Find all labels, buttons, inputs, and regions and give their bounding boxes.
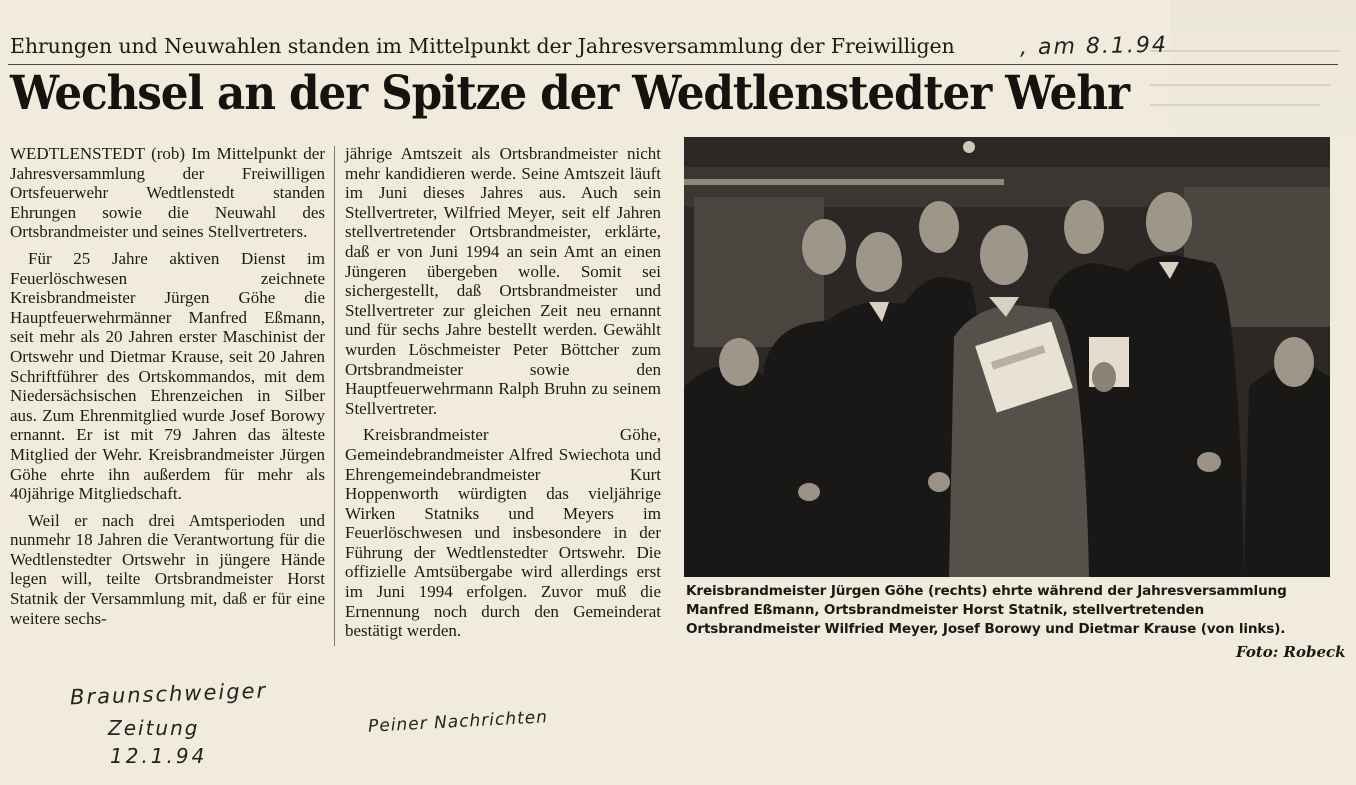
article-column-1 [10, 144, 325, 635]
bleed-through-line [1150, 84, 1330, 86]
bleed-through-line [1150, 50, 1340, 52]
paragraph: WEDTLENSTEDT (rob) Im Mittelpunkt der Jahresversammlung der Freiwilligen Ortsfeuerwehr Wedtlenstedt standen Ehrungen sowie die Neuwahl des Ortsbrandmeister und seines Stellvertreters. [10, 144, 325, 242]
handwritten-second-source: Peiner Nachrichten [367, 707, 549, 737]
article-column-2 [345, 144, 661, 648]
bleed-through-line [1150, 104, 1320, 106]
column-divider [334, 146, 335, 646]
paragraph: jährige Amtszeit als Ortsbrandmeister nicht mehr kandidieren werde. Seine Amtszeit läuft im Juni dieses Jahres aus. Auch sein Stellvertreter, Wilfried Meyer, seit elf Jahren stellvertretender Ortsbrandmeister, erklärte, daß er von Juni 1994 an sein Amt an einen Jüngeren übergeben wolle. Somit sei sichergestellt, daß Ortsbrandmeister und Stellvertreter zur gleichen Zeit neu ernannt und für sechs Jahre bestellt werden. Gewählt wurden Löschmeister Peter Böttcher zum Ortsbrandmeister sowie den Hauptfeuerwehrmann Ralph Bruhn zu seinem Stellvertreter. [345, 144, 661, 418]
article-photo [684, 137, 1330, 577]
article-kicker: Ehrungen und Neuwahlen standen im Mittelpunkt der Jahresversammlung der Freiwilligen [10, 34, 955, 58]
article-headline: Wechsel an der Spitze der Wedtlenstedter Wehr [10, 66, 1129, 121]
paragraph: Weil er nach drei Amtsperioden und nunmehr 18 Jahren die Verantwortung für die Wedtlenstedter Ortswehr in jüngere Hände legen will, teilte Ortsbrandmeister Horst Statnik der Versammlung mit, daß er für eine weitere sechs- [10, 510, 325, 628]
group-photo-illustration [684, 137, 1330, 577]
header-rule [8, 64, 1338, 65]
handwritten-source: Braunschweiger [69, 678, 268, 710]
handwritten-date: , am 8.1.94 [1019, 32, 1169, 61]
photo-credit: Foto: Robeck [1236, 643, 1346, 661]
handwritten-source-date: 12.1.94 [110, 744, 208, 768]
clipping-edge [1170, 0, 1356, 140]
paragraph: Kreisbrandmeister Göhe, Gemeindebrandmeister Alfred Swiechota und Ehrengemeindebrandmeister Kurt Hoppenworth würdigten das vieljährige Wirken Statniks und Meyers im Feuerlöschwesen und insbesondere in der Führung der Wedtlenstedter Ortswehr. Die offizielle Amtsübergabe wird allerdings erst im Juni 1994 erfolgen. Zuvor muß die Ernennung noch durch den Gemeinderat bestätigt werden. [345, 425, 661, 641]
paragraph: Für 25 Jahre aktiven Dienst im Feuerlöschwesen zeichnete Kreisbrandmeister Jürgen Göhe die Hauptfeuerwehrmänner Manfred Eßmann, seit mehr als 20 Jahren erster Maschinist der Ortswehr und Dietmar Krause, seit 20 Jahren Schriftführer des Ortskommandos, mit dem Niedersächsischen Ehrenzeichen in Silber aus. Zum Ehrenmitglied wurde Josef Borowy ernannt. Er ist mit 79 Jahren das älteste Mitglied der Wehr. Kreisbrandmeister Jürgen Göhe ehrte ihn außerdem für mehr als 40jährige Mitgliedschaft. [10, 248, 325, 504]
photo-caption: Kreisbrandmeister Jürgen Göhe (rechts) ehrte während der Jahresversammlung Manfred Eßmann, Ortsbrandmeister Horst Statnik, stellvertretenden Ortsbrandmeister Wilfried Meyer, Josef Borowy und Dietmar Krause (von links). [686, 583, 1287, 638]
handwritten-source: Zeitung [108, 716, 200, 740]
